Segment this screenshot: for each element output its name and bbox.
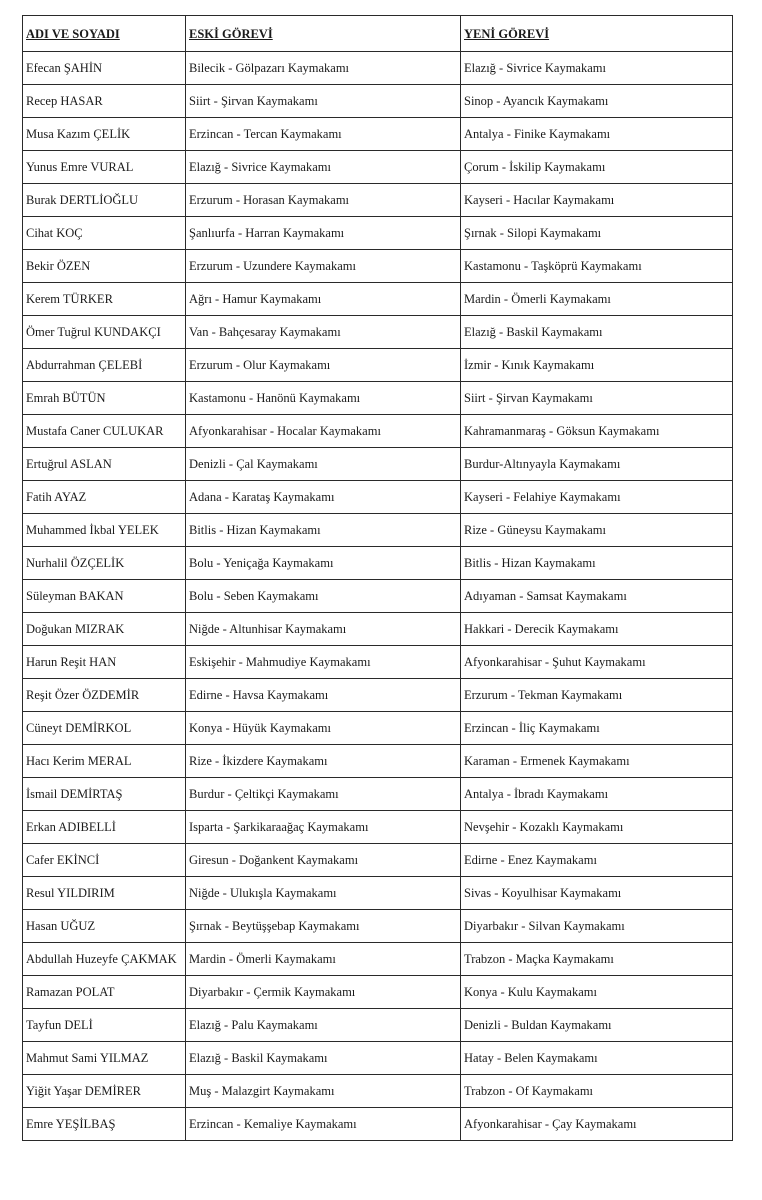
- cell-old-post: Niğde - Altunhisar Kaymakamı: [186, 613, 461, 646]
- cell-old-post: Siirt - Şirvan Kaymakamı: [186, 85, 461, 118]
- cell-name: Ömer Tuğrul KUNDAKÇI: [23, 316, 186, 349]
- cell-old-post: Elazığ - Palu Kaymakamı: [186, 1009, 461, 1042]
- cell-new-post: Kahramanmaraş - Göksun Kaymakamı: [461, 415, 733, 448]
- cell-name: Süleyman BAKAN: [23, 580, 186, 613]
- cell-name: Yiğit Yaşar DEMİRER: [23, 1075, 186, 1108]
- cell-old-post: Isparta - Şarkikaraağaç Kaymakamı: [186, 811, 461, 844]
- table-row: [23, 415, 733, 448]
- cell-new-post: Siirt - Şirvan Kaymakamı: [461, 382, 733, 415]
- table-row: [23, 778, 733, 811]
- cell-new-post: Kastamonu - Taşköprü Kaymakamı: [461, 250, 733, 283]
- table-row: [23, 580, 733, 613]
- cell-old-post: Denizli - Çal Kaymakamı: [186, 448, 461, 481]
- table-row: [23, 250, 733, 283]
- cell-old-post: Bolu - Seben Kaymakamı: [186, 580, 461, 613]
- cell-old-post: Mardin - Ömerli Kaymakamı: [186, 943, 461, 976]
- cell-old-post: Kastamonu - Hanönü Kaymakamı: [186, 382, 461, 415]
- table-row: [23, 85, 733, 118]
- cell-new-post: Kayseri - Felahiye Kaymakamı: [461, 481, 733, 514]
- header-name: ADI VE SOYADI: [23, 16, 186, 52]
- cell-name: Doğukan MIZRAK: [23, 613, 186, 646]
- cell-old-post: Eskişehir - Mahmudiye Kaymakamı: [186, 646, 461, 679]
- cell-new-post: Elazığ - Baskil Kaymakamı: [461, 316, 733, 349]
- cell-old-post: Van - Bahçesaray Kaymakamı: [186, 316, 461, 349]
- cell-new-post: Burdur-Altınyayla Kaymakamı: [461, 448, 733, 481]
- cell-name: Bekir ÖZEN: [23, 250, 186, 283]
- cell-new-post: İzmir - Kınık Kaymakamı: [461, 349, 733, 382]
- cell-name: Emrah BÜTÜN: [23, 382, 186, 415]
- header-new-post: YENİ GÖREVİ: [461, 16, 733, 52]
- cell-new-post: Afyonkarahisar - Çay Kaymakamı: [461, 1108, 733, 1141]
- cell-new-post: Antalya - Finike Kaymakamı: [461, 118, 733, 151]
- cell-new-post: Afyonkarahisar - Şuhut Kaymakamı: [461, 646, 733, 679]
- table-row: [23, 481, 733, 514]
- table-row: [23, 349, 733, 382]
- table-row: [23, 844, 733, 877]
- table-row: [23, 877, 733, 910]
- table-row: [23, 976, 733, 1009]
- table-row: [23, 745, 733, 778]
- cell-old-post: Erzincan - Tercan Kaymakamı: [186, 118, 461, 151]
- table-row: [23, 943, 733, 976]
- cell-new-post: Trabzon - Maçka Kaymakamı: [461, 943, 733, 976]
- cell-old-post: Afyonkarahisar - Hocalar Kaymakamı: [186, 415, 461, 448]
- cell-name: Kerem TÜRKER: [23, 283, 186, 316]
- cell-name: Reşit Özer ÖZDEMİR: [23, 679, 186, 712]
- table-row: [23, 151, 733, 184]
- cell-new-post: Kayseri - Hacılar Kaymakamı: [461, 184, 733, 217]
- cell-old-post: Erzurum - Horasan Kaymakamı: [186, 184, 461, 217]
- cell-name: Abdullah Huzeyfe ÇAKMAK: [23, 943, 186, 976]
- cell-name: Harun Reşit HAN: [23, 646, 186, 679]
- table-row: [23, 1108, 733, 1141]
- cell-new-post: Konya - Kulu Kaymakamı: [461, 976, 733, 1009]
- cell-name: Resul YILDIRIM: [23, 877, 186, 910]
- cell-new-post: Denizli - Buldan Kaymakamı: [461, 1009, 733, 1042]
- appointments-table: [22, 15, 733, 1141]
- table-row: [23, 910, 733, 943]
- table-header-row: [23, 16, 733, 52]
- cell-name: Recep HASAR: [23, 85, 186, 118]
- cell-name: Cafer EKİNCİ: [23, 844, 186, 877]
- cell-new-post: Sivas - Koyulhisar Kaymakamı: [461, 877, 733, 910]
- cell-old-post: Bolu - Yeniçağa Kaymakamı: [186, 547, 461, 580]
- table-row: [23, 118, 733, 151]
- cell-old-post: Bilecik - Gölpazarı Kaymakamı: [186, 52, 461, 85]
- cell-new-post: Rize - Güneysu Kaymakamı: [461, 514, 733, 547]
- cell-old-post: Niğde - Ulukışla Kaymakamı: [186, 877, 461, 910]
- table-row: [23, 217, 733, 250]
- cell-old-post: Diyarbakır - Çermik Kaymakamı: [186, 976, 461, 1009]
- table-row: [23, 316, 733, 349]
- cell-new-post: Çorum - İskilip Kaymakamı: [461, 151, 733, 184]
- cell-new-post: Erzincan - İliç Kaymakamı: [461, 712, 733, 745]
- table-row: [23, 646, 733, 679]
- cell-old-post: Elazığ - Baskil Kaymakamı: [186, 1042, 461, 1075]
- cell-new-post: Mardin - Ömerli Kaymakamı: [461, 283, 733, 316]
- cell-name: Musa Kazım ÇELİK: [23, 118, 186, 151]
- cell-name: Ertuğrul ASLAN: [23, 448, 186, 481]
- cell-old-post: Burdur - Çeltikçi Kaymakamı: [186, 778, 461, 811]
- table-row: [23, 1009, 733, 1042]
- header-old-post: ESKİ GÖREVİ: [186, 16, 461, 52]
- cell-old-post: Elazığ - Sivrice Kaymakamı: [186, 151, 461, 184]
- table-row: [23, 283, 733, 316]
- cell-old-post: Erzurum - Uzundere Kaymakamı: [186, 250, 461, 283]
- cell-new-post: Hakkari - Derecik Kaymakamı: [461, 613, 733, 646]
- cell-name: Ramazan POLAT: [23, 976, 186, 1009]
- table-row: [23, 547, 733, 580]
- cell-old-post: Şanlıurfa - Harran Kaymakamı: [186, 217, 461, 250]
- cell-new-post: Şırnak - Silopi Kaymakamı: [461, 217, 733, 250]
- table-row: [23, 52, 733, 85]
- cell-old-post: Şırnak - Beytüşşebap Kaymakamı: [186, 910, 461, 943]
- cell-name: Emre YEŞİLBAŞ: [23, 1108, 186, 1141]
- cell-name: Hacı Kerim MERAL: [23, 745, 186, 778]
- table-row: [23, 382, 733, 415]
- cell-old-post: Adana - Karataş Kaymakamı: [186, 481, 461, 514]
- cell-new-post: Adıyaman - Samsat Kaymakamı: [461, 580, 733, 613]
- cell-new-post: Hatay - Belen Kaymakamı: [461, 1042, 733, 1075]
- cell-new-post: Antalya - İbradı Kaymakamı: [461, 778, 733, 811]
- table-row: [23, 679, 733, 712]
- cell-name: Mahmut Sami YILMAZ: [23, 1042, 186, 1075]
- cell-name: Burak DERTLİOĞLU: [23, 184, 186, 217]
- cell-new-post: Bitlis - Hizan Kaymakamı: [461, 547, 733, 580]
- cell-old-post: Muş - Malazgirt Kaymakamı: [186, 1075, 461, 1108]
- cell-old-post: Ağrı - Hamur Kaymakamı: [186, 283, 461, 316]
- table-body: [23, 52, 733, 1141]
- cell-new-post: Karaman - Ermenek Kaymakamı: [461, 745, 733, 778]
- cell-old-post: Bitlis - Hizan Kaymakamı: [186, 514, 461, 547]
- cell-name: Hasan UĞUZ: [23, 910, 186, 943]
- cell-name: Yunus Emre VURAL: [23, 151, 186, 184]
- table-row: [23, 613, 733, 646]
- cell-name: Muhammed İkbal YELEK: [23, 514, 186, 547]
- cell-new-post: Sinop - Ayancık Kaymakamı: [461, 85, 733, 118]
- cell-name: Erkan ADIBELLİ: [23, 811, 186, 844]
- table-row: [23, 514, 733, 547]
- cell-name: Mustafa Caner CULUKAR: [23, 415, 186, 448]
- cell-name: Cüneyt DEMİRKOL: [23, 712, 186, 745]
- cell-old-post: Giresun - Doğankent Kaymakamı: [186, 844, 461, 877]
- table-row: [23, 184, 733, 217]
- cell-new-post: Nevşehir - Kozaklı Kaymakamı: [461, 811, 733, 844]
- cell-new-post: Elazığ - Sivrice Kaymakamı: [461, 52, 733, 85]
- cell-name: İsmail DEMİRTAŞ: [23, 778, 186, 811]
- table-row: [23, 811, 733, 844]
- cell-new-post: Trabzon - Of Kaymakamı: [461, 1075, 733, 1108]
- cell-old-post: Erzincan - Kemaliye Kaymakamı: [186, 1108, 461, 1141]
- cell-name: Nurhalil ÖZÇELİK: [23, 547, 186, 580]
- cell-name: Fatih AYAZ: [23, 481, 186, 514]
- cell-old-post: Edirne - Havsa Kaymakamı: [186, 679, 461, 712]
- cell-name: Cihat KOÇ: [23, 217, 186, 250]
- table-row: [23, 1042, 733, 1075]
- cell-name: Efecan ŞAHİN: [23, 52, 186, 85]
- cell-old-post: Konya - Hüyük Kaymakamı: [186, 712, 461, 745]
- cell-old-post: Rize - İkizdere Kaymakamı: [186, 745, 461, 778]
- cell-new-post: Diyarbakır - Silvan Kaymakamı: [461, 910, 733, 943]
- table-row: [23, 712, 733, 745]
- table-row: [23, 1075, 733, 1108]
- cell-name: Abdurrahman ÇELEBİ: [23, 349, 186, 382]
- table-row: [23, 448, 733, 481]
- cell-old-post: Erzurum - Olur Kaymakamı: [186, 349, 461, 382]
- cell-name: Tayfun DELİ: [23, 1009, 186, 1042]
- cell-new-post: Erzurum - Tekman Kaymakamı: [461, 679, 733, 712]
- cell-new-post: Edirne - Enez Kaymakamı: [461, 844, 733, 877]
